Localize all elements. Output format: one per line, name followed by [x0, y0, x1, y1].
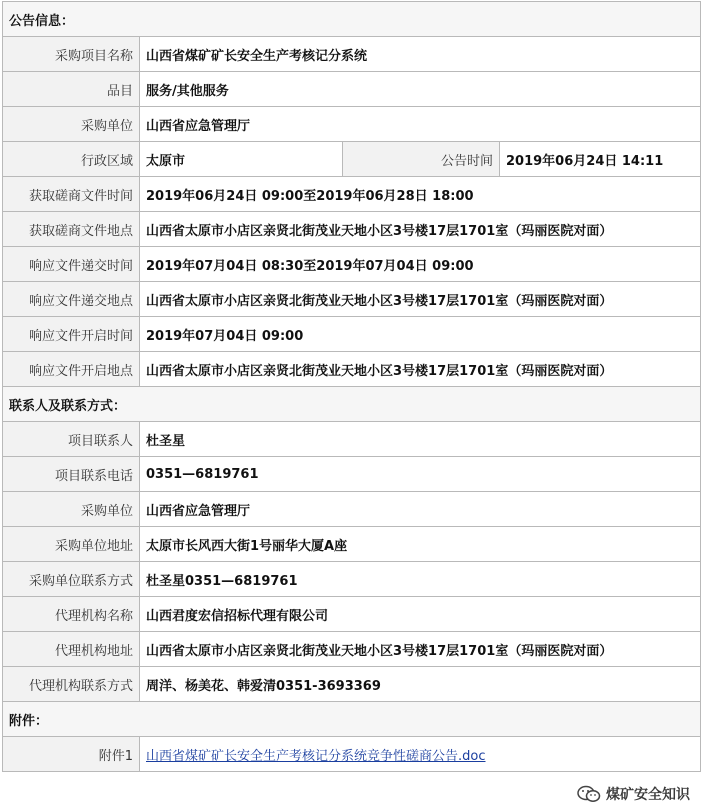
- doc-place-value: 山西省太原市小店区亲贤北街茂业天地小区3号楼17层1701室（玛丽医院对面）: [140, 212, 701, 247]
- announcement-table: [2, 1, 701, 772]
- submit-place-label: 响应文件递交地点: [3, 282, 140, 317]
- table-row: [3, 527, 701, 562]
- doc-time-value: 2019年06月24日 09:00至2019年06月28日 18:00: [140, 177, 701, 212]
- table-row: [3, 387, 701, 422]
- table-row: [3, 632, 701, 667]
- purchaser-address-label: 采购单位地址: [3, 527, 140, 562]
- purchaser-value: 山西省应急管理厅: [140, 107, 701, 142]
- purchaser-address-value: 太原市长风西大街1号丽华大厦A座: [140, 527, 701, 562]
- project-name-value: 山西省煤矿矿长安全生产考核记分系统: [140, 37, 701, 72]
- table-row: [3, 562, 701, 597]
- open-time-label: 响应文件开启时间: [3, 317, 140, 352]
- agency-name-label: 代理机构名称: [3, 597, 140, 632]
- submit-time-value: 2019年07月04日 08:30至2019年07月04日 09:00: [140, 247, 701, 282]
- table-row: [3, 737, 701, 772]
- section-title-announcement: 公告信息：: [3, 2, 701, 37]
- table-row: [3, 212, 701, 247]
- agency-address-value: 山西省太原市小店区亲贤北街茂业天地小区3号楼17层1701室（玛丽医院对面）: [140, 632, 701, 667]
- agency-contact-value: 周洋、杨美花、韩爱清0351-3693369: [140, 667, 701, 702]
- open-time-value: 2019年07月04日 09:00: [140, 317, 701, 352]
- category-value: 服务/其他服务: [140, 72, 701, 107]
- project-phone-label: 项目联系电话: [3, 457, 140, 492]
- agency-address-label: 代理机构地址: [3, 632, 140, 667]
- table-row: [3, 317, 701, 352]
- submit-time-label: 响应文件递交时间: [3, 247, 140, 282]
- table-row: [3, 422, 701, 457]
- section-title-contacts: 联系人及联系方式：: [3, 387, 701, 422]
- table-row: [3, 177, 701, 212]
- region-value: 太原市: [140, 142, 343, 177]
- table-row: [3, 492, 701, 527]
- table-row: [3, 247, 701, 282]
- agency-name-value: 山西君度宏信招标代理有限公司: [140, 597, 701, 632]
- table-row: [3, 142, 701, 177]
- agency-contact-label: 代理机构联系方式: [3, 667, 140, 702]
- doc-place-label: 获取磋商文件地点: [3, 212, 140, 247]
- open-place-value: 山西省太原市小店区亲贤北街茂业天地小区3号楼17层1701室（玛丽医院对面）: [140, 352, 701, 387]
- purchaser-contact-label: 采购单位联系方式: [3, 562, 140, 597]
- attachment1-link[interactable]: 山西省煤矿矿长安全生产考核记分系统竞争性磋商公告.doc: [146, 748, 486, 764]
- table-row: [3, 37, 701, 72]
- section-title-attachments: 附件：: [3, 702, 701, 737]
- table-row: [3, 597, 701, 632]
- submit-place-value: 山西省太原市小店区亲贤北街茂业天地小区3号楼17层1701室（玛丽医院对面）: [140, 282, 701, 317]
- table-row: [3, 667, 701, 702]
- table-row: [3, 352, 701, 387]
- watermark: [577, 784, 690, 804]
- table-row: [3, 2, 701, 37]
- open-place-label: 响应文件开启地点: [3, 352, 140, 387]
- table-row: [3, 457, 701, 492]
- project-contact-value: 杜圣星: [140, 422, 701, 457]
- purchaser-label: 采购单位: [3, 107, 140, 142]
- table-row: [3, 702, 701, 737]
- table-row: [3, 107, 701, 142]
- project-contact-label: 项目联系人: [3, 422, 140, 457]
- attachment1-label: 附件1: [3, 737, 140, 772]
- category-label: 品目: [3, 72, 140, 107]
- project-name-label: 采购项目名称: [3, 37, 140, 72]
- purchaser-contact-value: 杜圣星0351—6819761: [140, 562, 701, 597]
- contact-purchaser-value: 山西省应急管理厅: [140, 492, 701, 527]
- project-phone-value: 0351—6819761: [140, 457, 701, 492]
- attachment1-cell: [140, 737, 701, 772]
- contact-purchaser-label: 采购单位: [3, 492, 140, 527]
- region-label: 行政区域: [3, 142, 140, 177]
- table-row: [3, 282, 701, 317]
- table-row: [3, 72, 701, 107]
- watermark-text: 煤矿安全知识: [606, 787, 690, 803]
- publish-time-label: 公告时间: [343, 142, 500, 177]
- publish-time-value: 2019年06月24日 14:11: [500, 142, 701, 177]
- wechat-logo-icon: [577, 785, 601, 803]
- doc-time-label: 获取磋商文件时间: [3, 177, 140, 212]
